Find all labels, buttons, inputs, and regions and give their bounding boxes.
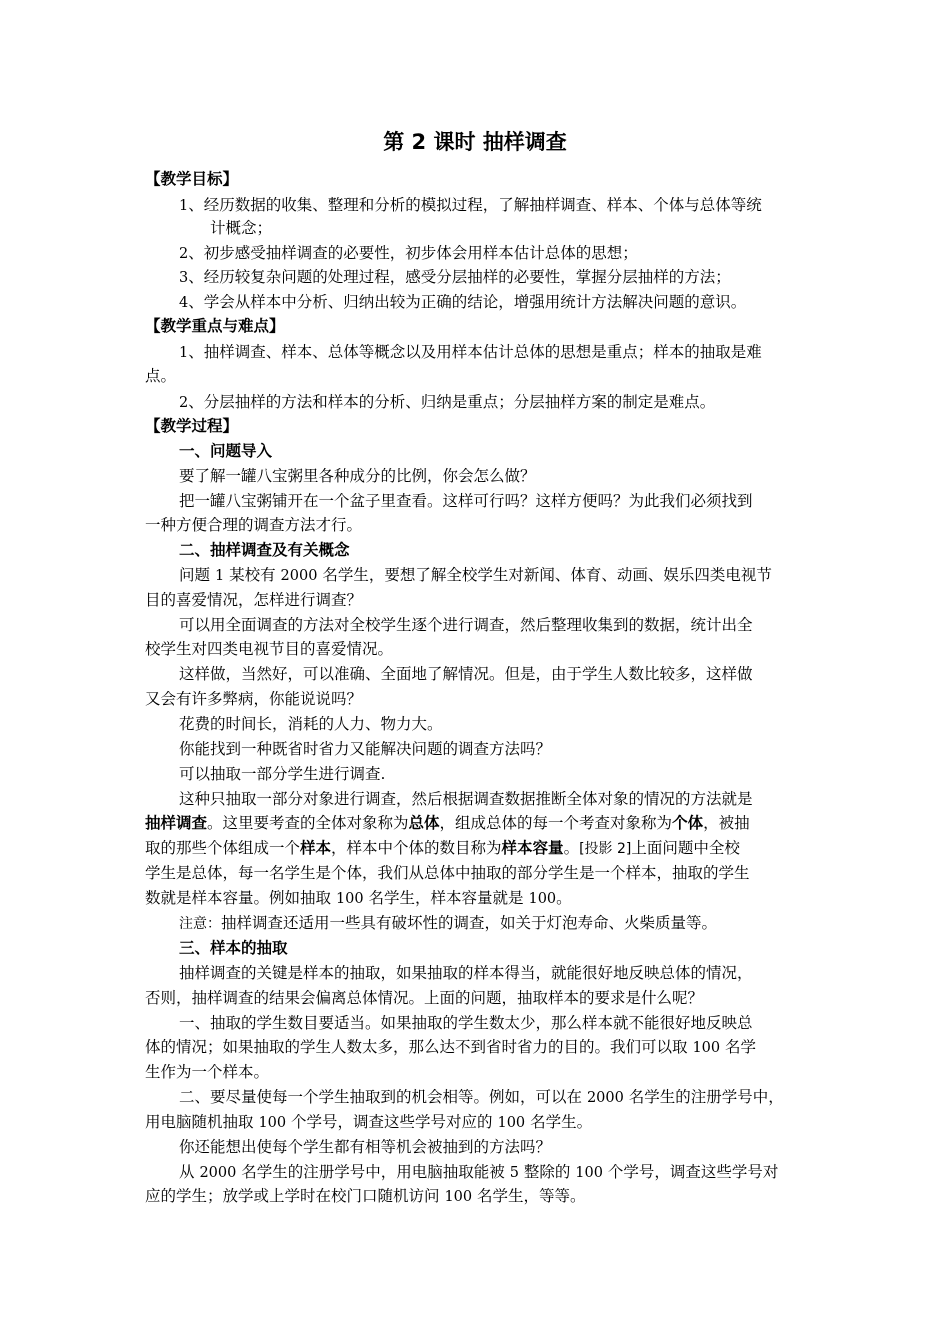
goal-num-3: 3 bbox=[179, 270, 189, 286]
s3-paragraph-1b: 否则，抽样调查的结果会偏离总体情况。上面的问题，抽取样本的要求是什么呢？ bbox=[145, 989, 704, 1007]
s3-paragraph-1a: 抽样调查的关键是样本的抽取，如果抽取的样本得当，就能很好地反映总体的情况， bbox=[179, 964, 753, 982]
goals-heading: 【教学目标】 bbox=[145, 170, 239, 188]
s2-p7b-text-1: 。这里要考查的全体对象称为 bbox=[207, 814, 409, 832]
s3-p5a-text-4: 个学号，调查这些学号对 bbox=[602, 1163, 779, 1181]
term-individual: 个体 bbox=[672, 814, 704, 832]
projection-note: [投影 2] bbox=[579, 841, 632, 857]
s2-paragraph-1b: 目的喜爱情况，怎样进行调查？ bbox=[145, 591, 363, 609]
goal-item-2 bbox=[179, 241, 819, 266]
keypoint-item-1 bbox=[179, 340, 819, 365]
keypoints-heading: 【教学重点与难点】 bbox=[145, 317, 285, 335]
s2-p1a-text-1: 问题 bbox=[179, 566, 215, 584]
keypoint-num-2: 2 bbox=[179, 395, 189, 411]
s2-p7e-text-1: 数就是样本容量。例如抽取 bbox=[145, 889, 336, 907]
s3-paragraph-3a bbox=[179, 1085, 819, 1110]
s2-paragraph-7e bbox=[145, 886, 817, 911]
goal-text-3: 、经历较复杂问题的处理过程，感受分层抽样的必要性，掌握分层抽样的方法； bbox=[188, 268, 731, 286]
s3-p5b-text-1: 应的学生；放学或上学时在校门口随机访问 bbox=[145, 1187, 445, 1205]
goal-item-4 bbox=[179, 290, 819, 315]
s2-p7e-text-2: 名学生，样本容量就是 bbox=[363, 889, 529, 907]
goal-text-1a: 、经历数据的收集、整理和分析的模拟过程，了解抽样调查、样本、个体与总体等统 bbox=[188, 196, 762, 214]
s2-paragraph-4: 花费的时间长，消耗的人力、物力大。 bbox=[179, 715, 443, 733]
s2-paragraph-2a: 可以用全面调查的方法对全校学生逐个进行调查，然后整理收集到的数据，统计出全 bbox=[179, 616, 753, 634]
section-3-title: 三、样本的抽取 bbox=[179, 939, 288, 957]
s2-p1a-text-3: 名学生，要想了解全校学生对新闻、体育、动画、娱乐四类电视节 bbox=[317, 566, 772, 584]
goal-item-3 bbox=[179, 265, 819, 290]
s3-paragraph-4: 你还能想出使每个学生都有相等机会被抽到的方法吗？ bbox=[179, 1138, 552, 1156]
keypoint-num-1: 1 bbox=[179, 345, 189, 361]
s2-p7c-text-3: 。 bbox=[563, 839, 580, 857]
note-label: 注意： bbox=[179, 916, 221, 932]
keypoint-text-1a: 、抽样调查、样本、总体等概念以及用样本估计总体的思想是重点；样本的抽取是难 bbox=[188, 343, 762, 361]
s3-p2b-text-2: 名学 bbox=[720, 1038, 757, 1056]
s2-paragraph-7b bbox=[145, 811, 817, 835]
page-title: 第 2 课时 抽样调查 bbox=[383, 130, 567, 154]
s2-p7c-text-2: ，样本中个体的数目称为 bbox=[331, 839, 502, 857]
s3-p3a-num: 2000 bbox=[586, 1090, 624, 1106]
goal-text-2: 、初步感受抽样调查的必要性，初步体会用样本估计总体的思想； bbox=[188, 244, 638, 262]
s2-paragraph-6: 可以抽取一部分学生进行调查. bbox=[179, 765, 386, 783]
term-population: 总体 bbox=[408, 814, 440, 832]
s1-paragraph-1: 要了解一罐八宝粥里各种成分的比例，你会怎么做？ bbox=[179, 467, 536, 485]
s3-p3a-text-2: 名学生的注册学号中， bbox=[623, 1088, 784, 1106]
s3-p3b-num-2: 100 bbox=[497, 1115, 526, 1131]
s3-p5a-num-2: 5 bbox=[509, 1165, 519, 1181]
s2-paragraph-5: 你能找到一种既省时省力又能解决问题的调查方法吗？ bbox=[179, 740, 552, 758]
s3-p3b-text-2: 个学号，调查这些学号对应的 bbox=[286, 1113, 498, 1131]
s3-p5b-text-2: 名学生，等等。 bbox=[472, 1187, 586, 1205]
section-1-title: 一、问题导入 bbox=[179, 442, 273, 460]
section-2-title: 二、抽样调查及有关概念 bbox=[179, 541, 350, 559]
s2-p1a-num-1: 1 bbox=[214, 568, 225, 584]
s3-p5a-num-3: 100 bbox=[575, 1165, 603, 1181]
s3-paragraph-5b bbox=[145, 1184, 817, 1209]
goal-num-2: 2 bbox=[179, 246, 189, 262]
s2-paragraph-7a: 这种只抽取一部分对象进行调查，然后根据调查数据推断全体对象的情况的方法就是 bbox=[179, 790, 753, 808]
term-sample-size: 样本容量 bbox=[501, 839, 564, 857]
s2-p7c-text-4: 上面问题中全校 bbox=[631, 839, 740, 857]
s3-paragraph-2b bbox=[145, 1035, 817, 1060]
s1-paragraph-2b: 一种方便合理的调查方法才行。 bbox=[145, 516, 363, 534]
s2-p7b-text-2: ，组成总体的每一个考查对象称为 bbox=[439, 814, 673, 832]
s3-p5a-text-3: 整除的 bbox=[518, 1163, 576, 1181]
s2-p7e-num-1: 100 bbox=[335, 891, 364, 907]
goal-item-1-cont: 计概念； bbox=[210, 219, 273, 237]
keypoint-item-1-cont: 点。 bbox=[145, 367, 177, 385]
goal-text-4: 、学会从样本中分析、归纳出较为正确的结论，增强用统计方法解决问题的意识。 bbox=[188, 293, 747, 311]
goal-num-1: 1 bbox=[179, 198, 189, 214]
note-text: 抽样调查还适用一些具有破坏性的调查，如关于灯泡寿命、火柴质量等。 bbox=[221, 914, 718, 932]
s3-paragraph-2c: 生作为一个样本。 bbox=[145, 1063, 270, 1081]
keypoint-item-2 bbox=[179, 390, 819, 415]
s3-p5a-num-1: 2000 bbox=[199, 1165, 237, 1181]
s3-p5b-num: 100 bbox=[444, 1189, 473, 1205]
s3-paragraph-2a: 一、抽取的学生数目要适当。如果抽取的学生数太少，那么样本就不能很好地反映总 bbox=[179, 1014, 753, 1032]
goal-item-1 bbox=[179, 193, 819, 218]
s3-p5a-text-1: 从 bbox=[179, 1163, 200, 1181]
s3-p2b-text-1: 体的情况；如果抽取的学生人数太多，那么达不到省时省力的目的。我们可以取 bbox=[145, 1038, 693, 1056]
s2-p7e-text-3: 。 bbox=[556, 889, 572, 907]
keypoint-text-2: 、分层抽样的方法和样本的分析、归纳是重点；分层抽样方案的制定是难点。 bbox=[188, 393, 716, 411]
s2-paragraph-3a: 这样做，当然好，可以准确、全面地了解情况。但是，由于学生人数比较多，这样做 bbox=[179, 665, 753, 683]
s3-p3b-num-1: 100 bbox=[258, 1115, 287, 1131]
s2-paragraph-3b: 又会有许多弊病，你能说说吗？ bbox=[145, 690, 363, 708]
s2-paragraph-7d: 学生是总体，每一名学生是个体，我们从总体中抽取的部分学生是一个样本，抽取的学生 bbox=[145, 864, 750, 882]
s3-p5a-text-2: 名学生的注册学号中，用电脑抽取能被 bbox=[236, 1163, 510, 1181]
s2-paragraph-1a bbox=[179, 563, 819, 588]
s3-p3b-text-1: 用电脑随机抽取 bbox=[145, 1113, 259, 1131]
s2-paragraph-7c bbox=[145, 836, 817, 861]
s3-p3b-text-3: 名学生。 bbox=[525, 1113, 593, 1131]
process-heading: 【教学过程】 bbox=[145, 417, 239, 435]
s2-p1a-text-2: 某校有 bbox=[224, 566, 281, 584]
s2-p1a-num-2: 2000 bbox=[280, 568, 318, 584]
s2-p7b-text-3: ，被抽 bbox=[703, 814, 750, 832]
s3-p3a-text-1: 二、要尽量使每一个学生抽取到的机会相等。例如，可以在 bbox=[179, 1088, 587, 1106]
s3-paragraph-5a bbox=[179, 1160, 819, 1185]
term-sample: 样本 bbox=[300, 839, 332, 857]
s3-paragraph-3b bbox=[145, 1110, 817, 1135]
s2-p7e-num-2: 100 bbox=[528, 891, 557, 907]
s3-p2b-num: 100 bbox=[692, 1040, 721, 1056]
s2-note bbox=[179, 911, 819, 936]
s2-paragraph-2b: 校学生对四类电视节目的喜爱情况。 bbox=[145, 640, 394, 658]
s1-paragraph-2a: 把一罐八宝粥铺开在一个盆子里查看。这样可行吗？这样方便吗？为此我们必须找到 bbox=[179, 492, 753, 510]
goal-num-4: 4 bbox=[179, 295, 189, 311]
term-sampling-survey: 抽样调查 bbox=[145, 814, 208, 832]
s2-p7c-text-1: 取的那些个体组成一个 bbox=[145, 839, 301, 857]
